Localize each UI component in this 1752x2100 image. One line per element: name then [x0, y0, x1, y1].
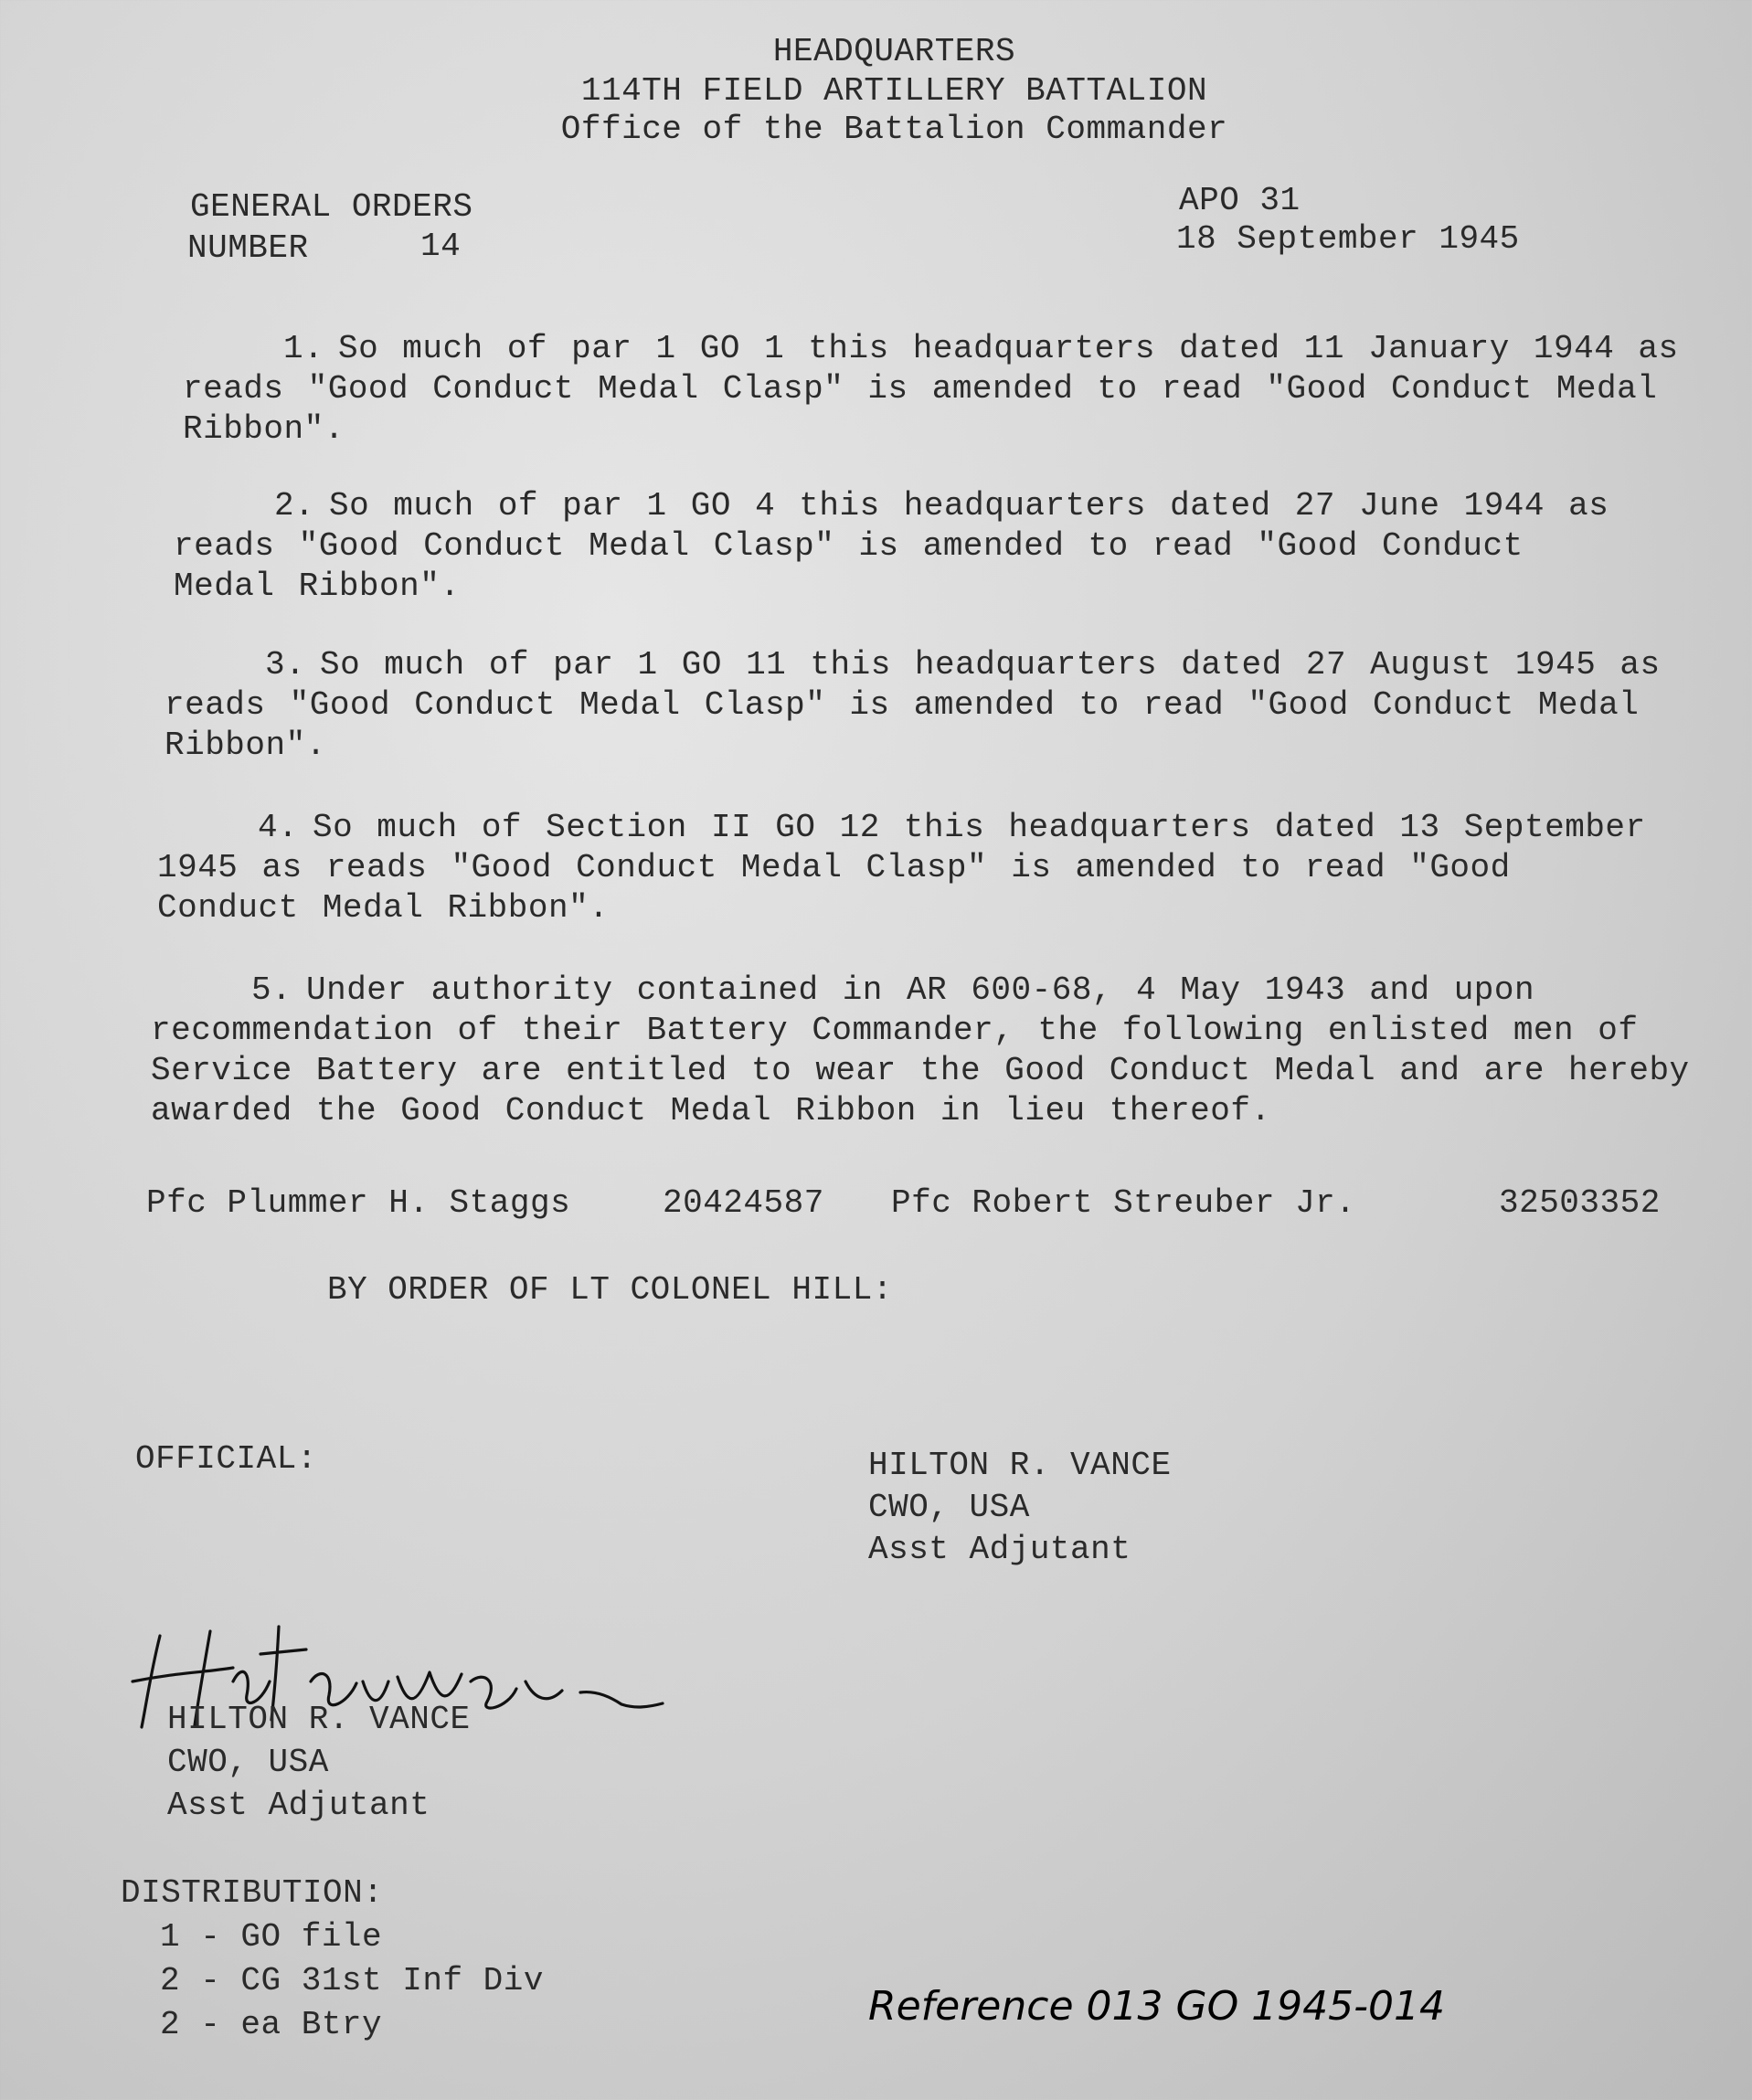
signatory-right-rank: CWO, USA — [868, 1489, 1030, 1526]
by-order-line: BY ORDER OF LT COLONEL HILL: — [327, 1271, 893, 1309]
signatory-right-name: HILTON R. VANCE — [868, 1447, 1172, 1484]
header-line-3: Office of the Battalion Commander — [560, 111, 1228, 148]
distribution-item: 2 - CG 31st Inf Div — [160, 1962, 544, 1999]
paragraph-2-text: So much of par 1 GO 4 this headquarters dated 27 June 1944 as reads "Good Conduct Medal Clasp" is amended to read "Good Conduct Medal Ribbon". — [174, 487, 1609, 605]
reference-caption: Reference 013 GO 1945-014 — [868, 1983, 1446, 2030]
official-label: OFFICIAL: — [135, 1440, 317, 1478]
signatory-right-title: Asst Adjutant — [868, 1531, 1131, 1568]
paragraph-3-text: So much of par 1 GO 11 this headquarters dated 27 August 1945 as reads "Good Conduct Medal Clasp" is amended to read "Good Conduct Medal Ribbon". — [165, 646, 1661, 764]
order-number-label: NUMBER — [187, 229, 309, 267]
paragraph-2 — [174, 486, 1636, 607]
paragraph-1 — [183, 329, 1682, 450]
paragraph-1-text: So much of par 1 GO 1 this headquarters dated 11 January 1944 as reads "Good Conduct Medal Clasp" is amended to read "Good Conduct Medal Ribbon". — [183, 330, 1679, 448]
signatory-left-rank: CWO, USA — [167, 1744, 329, 1781]
paragraph-4-number: 4. — [258, 809, 299, 846]
paragraph-4 — [157, 808, 1674, 928]
paragraph-2-number: 2. — [274, 487, 315, 525]
paragraph-3-number: 3. — [265, 646, 306, 684]
signatory-left-title: Asst Adjutant — [167, 1787, 430, 1824]
general-orders-label: GENERAL ORDERS — [190, 188, 473, 226]
soldier-1-serial: 20424587 — [663, 1184, 824, 1222]
apo-number: APO 31 — [1179, 182, 1301, 219]
soldier-2-name: Pfc Robert Streuber Jr. — [891, 1184, 1356, 1222]
order-number: 14 — [420, 228, 462, 265]
soldier-2-serial: 32503352 — [1499, 1184, 1661, 1222]
paragraph-1-number: 1. — [283, 330, 324, 367]
distribution-label: DISTRIBUTION: — [121, 1874, 384, 1912]
soldier-1-name: Pfc Plummer H. Staggs — [146, 1184, 571, 1222]
order-date: 18 September 1945 — [1176, 220, 1520, 258]
paragraph-4-text: So much of Section II GO 12 this headquarters dated 13 September 1945 as reads "Good Conduct Medal Clasp" is amended to read "Good Conduct Medal Ribbon". — [157, 809, 1646, 927]
paragraph-5-number: 5. — [251, 971, 292, 1009]
paragraph-5 — [151, 970, 1704, 1131]
distribution-item: 2 - ea Btry — [160, 2006, 383, 2043]
header-line-1: HEADQUARTERS — [772, 33, 1016, 70]
paragraph-3 — [165, 645, 1663, 766]
signatory-left-name: HILTON R. VANCE — [167, 1701, 471, 1738]
distribution-item: 1 - GO file — [160, 1918, 383, 1956]
header-line-2: 114TH FIELD ARTILLERY BATTALION — [580, 72, 1208, 110]
distribution-list — [160, 1915, 544, 2047]
paragraph-5-text: Under authority contained in AR 600-68, 4 May 1943 and upon recommendation of their Battery Commander, the following enlisted men of Service Battery are entitled to wear the Good Conduct Medal and are hereby awarded the Good Conduct Medal Ribbon in lieu thereof. — [151, 971, 1690, 1130]
